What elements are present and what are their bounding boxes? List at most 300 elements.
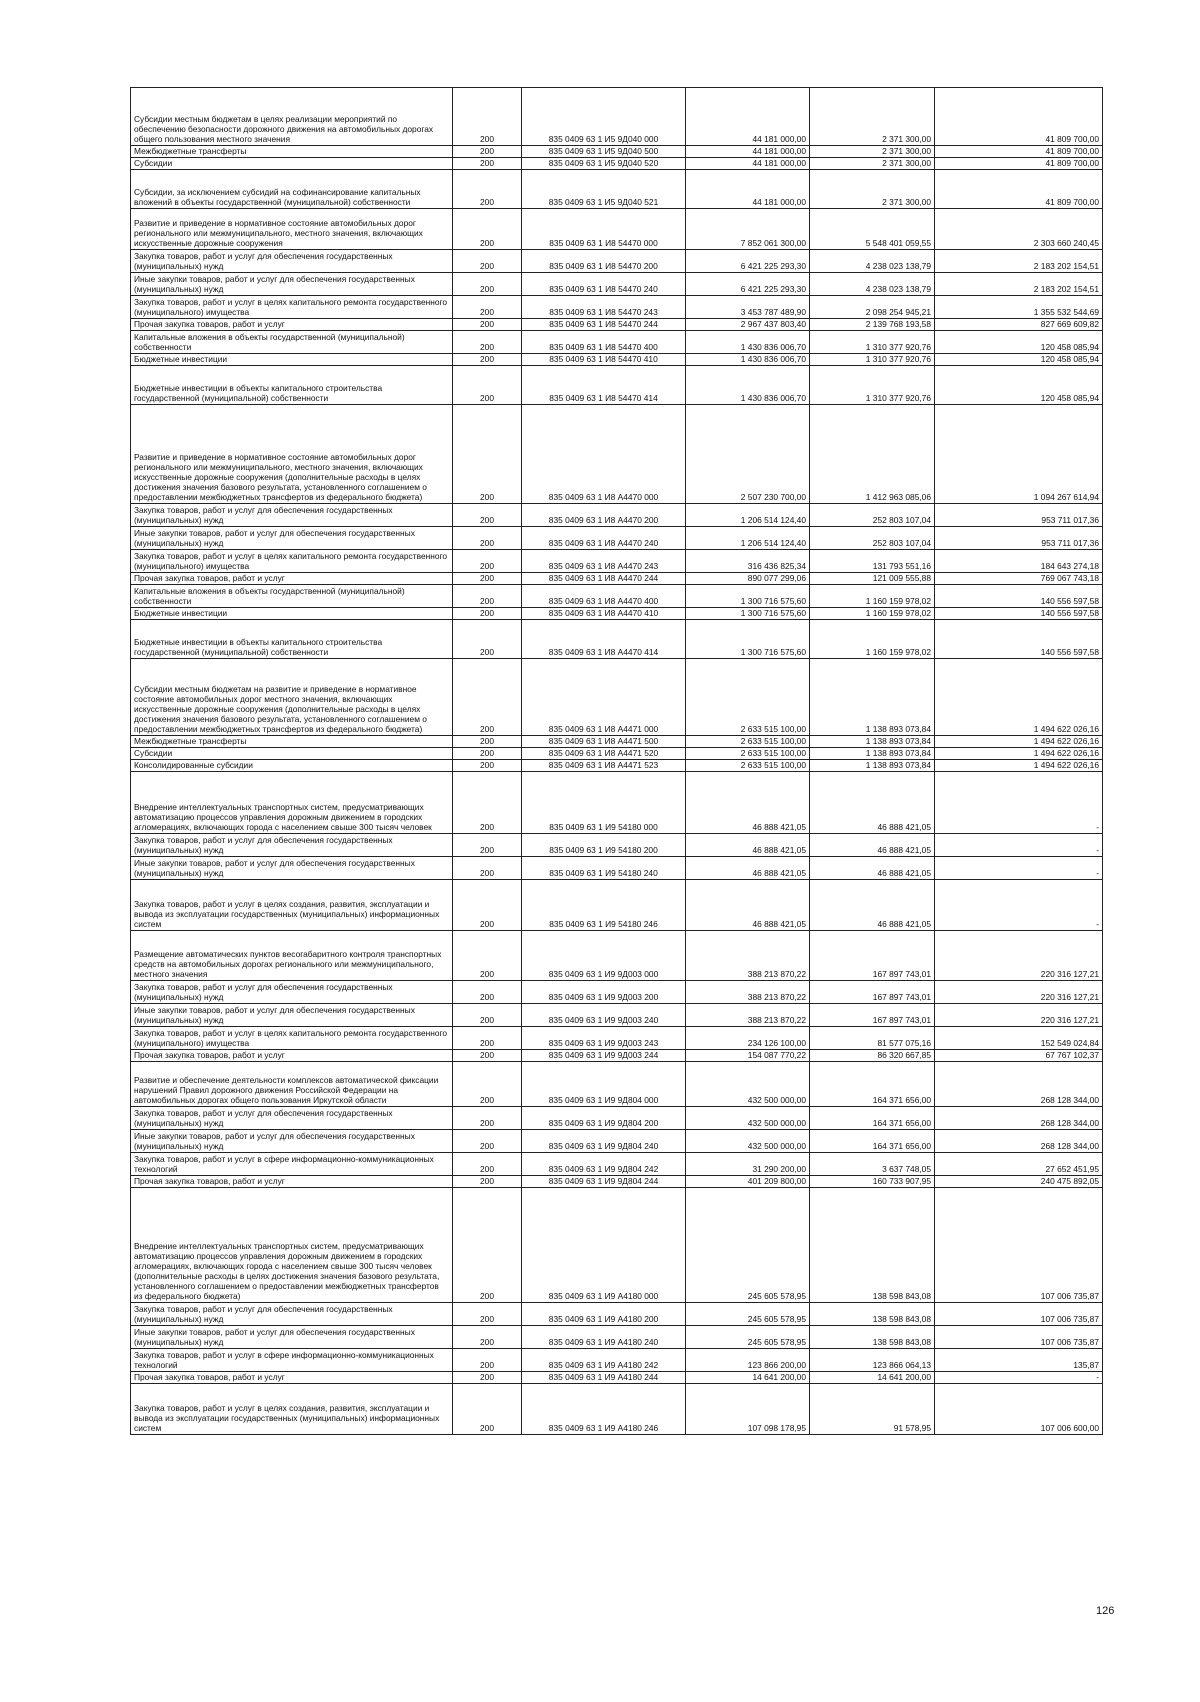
row-name-cell: Закупка товаров, работ и услуг в целях капитального ремонта государственного (муниципального) имущества: [131, 1027, 453, 1050]
approved-amount-cell: 890 077 299,06: [686, 573, 810, 585]
admin-code-cell: 200: [453, 331, 522, 354]
table-row: [131, 146, 1103, 158]
unexecuted-amount-cell: 220 316 127,21: [935, 1004, 1103, 1027]
approved-amount-cell: 44 181 000,00: [686, 88, 810, 146]
budget-classification-code-cell: 835 0409 63 1 И9 А4180 244: [522, 1372, 686, 1384]
row-name-cell: Прочая закупка товаров, работ и услуг: [131, 1050, 453, 1062]
budget-classification-code-cell: 835 0409 63 1 И8 А4470 240: [522, 527, 686, 550]
table-row: [131, 405, 1103, 504]
table-row: [131, 1188, 1103, 1303]
approved-amount-cell: 388 213 870,22: [686, 981, 810, 1004]
unexecuted-amount-cell: -: [935, 880, 1103, 931]
unexecuted-amount-cell: 268 128 344,00: [935, 1062, 1103, 1107]
unexecuted-amount-cell: 120 458 085,94: [935, 366, 1103, 405]
executed-amount-cell: 138 598 843,08: [810, 1303, 935, 1326]
unexecuted-amount-cell: 2 183 202 154,51: [935, 273, 1103, 296]
executed-amount-cell: 2 371 300,00: [810, 158, 935, 170]
budget-classification-code-cell: 835 0409 63 1 И8 54470 400: [522, 331, 686, 354]
executed-amount-cell: 3 637 748,05: [810, 1153, 935, 1176]
row-name-cell: Иные закупки товаров, работ и услуг для обеспечения государственных (муниципальных) нужд: [131, 1326, 453, 1349]
table-row: [131, 772, 1103, 834]
executed-amount-cell: 164 371 656,00: [810, 1107, 935, 1130]
row-name-cell: Закупка товаров, работ и услуг для обеспечения государственных (муниципальных) нужд: [131, 504, 453, 527]
executed-amount-cell: 4 238 023 138,79: [810, 250, 935, 273]
approved-amount-cell: 46 888 421,05: [686, 834, 810, 857]
budget-classification-code-cell: 835 0409 63 1 И8 А4471 000: [522, 659, 686, 736]
unexecuted-amount-cell: 152 549 024,84: [935, 1027, 1103, 1050]
budget-classification-code-cell: 835 0409 63 1 И5 9Д040 521: [522, 170, 686, 209]
approved-amount-cell: 1 206 514 124,40: [686, 527, 810, 550]
table-row: [131, 748, 1103, 760]
admin-code-cell: 200: [453, 736, 522, 748]
row-name-cell: Закупка товаров, работ и услуг в сфере информационно-коммуникационных технологий: [131, 1153, 453, 1176]
admin-code-cell: 200: [453, 1107, 522, 1130]
approved-amount-cell: 2 633 515 100,00: [686, 659, 810, 736]
row-name-cell: Прочая закупка товаров, работ и услуг: [131, 1372, 453, 1384]
unexecuted-amount-cell: 140 556 597,58: [935, 585, 1103, 608]
table-body: [131, 88, 1103, 1435]
row-name-cell: Закупка товаров, работ и услуг для обеспечения государственных (муниципальных) нужд: [131, 1303, 453, 1326]
unexecuted-amount-cell: 769 067 743,18: [935, 573, 1103, 585]
unexecuted-amount-cell: 120 458 085,94: [935, 354, 1103, 366]
executed-amount-cell: 123 866 064,13: [810, 1349, 935, 1372]
row-name-cell: Закупка товаров, работ и услуг в целях создания, развития, эксплуатации и вывода из эксплуатации государственных (муниципальных) информационных систем: [131, 880, 453, 931]
budget-classification-code-cell: 835 0409 63 1 И8 54470 410: [522, 354, 686, 366]
approved-amount-cell: 46 888 421,05: [686, 857, 810, 880]
row-name-cell: Капитальные вложения в объекты государственной (муниципальной) собственности: [131, 585, 453, 608]
unexecuted-amount-cell: 1 494 622 026,16: [935, 736, 1103, 748]
admin-code-cell: 200: [453, 659, 522, 736]
executed-amount-cell: 167 897 743,01: [810, 1004, 935, 1027]
approved-amount-cell: 44 181 000,00: [686, 158, 810, 170]
budget-classification-code-cell: 835 0409 63 1 И9 9Д003 244: [522, 1050, 686, 1062]
admin-code-cell: 200: [453, 170, 522, 209]
row-name-cell: Бюджетные инвестиции в объекты капитального строительства государственной (муниципальной) собственности: [131, 366, 453, 405]
budget-classification-code-cell: 835 0409 63 1 И8 54470 240: [522, 273, 686, 296]
row-name-cell: Закупка товаров, работ и услуг в целях создания, развития, эксплуатации и вывода из эксплуатации государственных (муниципальных) информационных систем: [131, 1384, 453, 1435]
approved-amount-cell: 234 126 100,00: [686, 1027, 810, 1050]
admin-code-cell: 200: [453, 585, 522, 608]
approved-amount-cell: 2 967 437 803,40: [686, 319, 810, 331]
unexecuted-amount-cell: 107 006 735,87: [935, 1303, 1103, 1326]
executed-amount-cell: 131 793 551,16: [810, 550, 935, 573]
table-row: [131, 1372, 1103, 1384]
unexecuted-amount-cell: 2 303 660 240,45: [935, 209, 1103, 250]
row-name-cell: Иные закупки товаров, работ и услуг для обеспечения государственных (муниципальных) нужд: [131, 857, 453, 880]
executed-amount-cell: 252 803 107,04: [810, 504, 935, 527]
row-name-cell: Прочая закупка товаров, работ и услуг: [131, 573, 453, 585]
table-row: [131, 834, 1103, 857]
budget-classification-code-cell: 835 0409 63 1 И8 54470 200: [522, 250, 686, 273]
admin-code-cell: 200: [453, 748, 522, 760]
approved-amount-cell: 2 633 515 100,00: [686, 748, 810, 760]
executed-amount-cell: 46 888 421,05: [810, 834, 935, 857]
budget-sheet: [130, 87, 1102, 1435]
executed-amount-cell: 1 160 159 978,02: [810, 608, 935, 620]
executed-amount-cell: 1 310 377 920,76: [810, 366, 935, 405]
executed-amount-cell: 121 009 555,88: [810, 573, 935, 585]
approved-amount-cell: 7 852 061 300,00: [686, 209, 810, 250]
table-row: [131, 573, 1103, 585]
unexecuted-amount-cell: 268 128 344,00: [935, 1107, 1103, 1130]
approved-amount-cell: 316 436 825,34: [686, 550, 810, 573]
admin-code-cell: 200: [453, 1349, 522, 1372]
executed-amount-cell: 4 238 023 138,79: [810, 273, 935, 296]
budget-classification-code-cell: 835 0409 63 1 И8 А4471 523: [522, 760, 686, 772]
admin-code-cell: 200: [453, 1372, 522, 1384]
admin-code-cell: 200: [453, 857, 522, 880]
budget-classification-code-cell: 835 0409 63 1 И5 9Д040 500: [522, 146, 686, 158]
budget-classification-code-cell: 835 0409 63 1 И8 А4470 000: [522, 405, 686, 504]
unexecuted-amount-cell: 184 643 274,18: [935, 550, 1103, 573]
approved-amount-cell: 388 213 870,22: [686, 931, 810, 981]
row-name-cell: Межбюджетные трансферты: [131, 736, 453, 748]
executed-amount-cell: 2 139 768 193,58: [810, 319, 935, 331]
approved-amount-cell: 1 300 716 575,60: [686, 620, 810, 659]
budget-classification-code-cell: 835 0409 63 1 И8 54470 244: [522, 319, 686, 331]
executed-amount-cell: 252 803 107,04: [810, 527, 935, 550]
row-name-cell: Субсидии: [131, 158, 453, 170]
budget-classification-code-cell: 835 0409 63 1 И9 9Д804 000: [522, 1062, 686, 1107]
row-name-cell: Развитие и приведение в нормативное состояние автомобильных дорог регионального или межмуниципального, местного значения, включающих искусственные дорожные сооружения (дополнительные расходы в целях достижения значения базового результата, установленного соглашением о предоставлении межбюджетных трансфертов из федерального бюджета): [131, 405, 453, 504]
unexecuted-amount-cell: 268 128 344,00: [935, 1130, 1103, 1153]
approved-amount-cell: 46 888 421,05: [686, 772, 810, 834]
unexecuted-amount-cell: 41 809 700,00: [935, 170, 1103, 209]
admin-code-cell: 200: [453, 1384, 522, 1435]
budget-classification-code-cell: 835 0409 63 1 И5 9Д040 000: [522, 88, 686, 146]
admin-code-cell: 200: [453, 573, 522, 585]
table-row: [131, 1303, 1103, 1326]
table-row: [131, 273, 1103, 296]
row-name-cell: Прочая закупка товаров, работ и услуг: [131, 1176, 453, 1188]
approved-amount-cell: 245 605 578,95: [686, 1303, 810, 1326]
approved-amount-cell: 123 866 200,00: [686, 1349, 810, 1372]
table-row: [131, 736, 1103, 748]
admin-code-cell: 200: [453, 405, 522, 504]
admin-code-cell: 200: [453, 366, 522, 405]
unexecuted-amount-cell: 120 458 085,94: [935, 331, 1103, 354]
row-name-cell: Иные закупки товаров, работ и услуг для обеспечения государственных (муниципальных) нужд: [131, 1004, 453, 1027]
row-name-cell: Размещение автоматических пунктов весогабаритного контроля транспортных средств на автомобильных дорогах регионального или межмуниципального, местного значения: [131, 931, 453, 981]
admin-code-cell: 200: [453, 1130, 522, 1153]
budget-classification-code-cell: 835 0409 63 1 И8 А4470 414: [522, 620, 686, 659]
budget-classification-code-cell: 835 0409 63 1 И8 54470 414: [522, 366, 686, 405]
table-row: [131, 620, 1103, 659]
executed-amount-cell: 1 310 377 920,76: [810, 354, 935, 366]
admin-code-cell: 200: [453, 158, 522, 170]
approved-amount-cell: 46 888 421,05: [686, 880, 810, 931]
approved-amount-cell: 2 633 515 100,00: [686, 736, 810, 748]
approved-amount-cell: 1 300 716 575,60: [686, 608, 810, 620]
executed-amount-cell: 2 098 254 945,21: [810, 296, 935, 319]
unexecuted-amount-cell: 953 711 017,36: [935, 527, 1103, 550]
budget-execution-table: [130, 87, 1103, 1435]
row-name-cell: Развитие и приведение в нормативное состояние автомобильных дорог регионального или межмуниципального, местного значения, включающих искусственные дорожные сооружения: [131, 209, 453, 250]
budget-classification-code-cell: 835 0409 63 1 И8 А4470 243: [522, 550, 686, 573]
admin-code-cell: 200: [453, 1188, 522, 1303]
approved-amount-cell: 432 500 000,00: [686, 1107, 810, 1130]
table-row: [131, 1326, 1103, 1349]
table-row: [131, 760, 1103, 772]
table-row: [131, 296, 1103, 319]
row-name-cell: Консолидированные субсидии: [131, 760, 453, 772]
unexecuted-amount-cell: 41 809 700,00: [935, 88, 1103, 146]
table-row: [131, 366, 1103, 405]
table-row: [131, 250, 1103, 273]
table-row: [131, 88, 1103, 146]
row-name-cell: Закупка товаров, работ и услуг для обеспечения государственных (муниципальных) нужд: [131, 981, 453, 1004]
budget-classification-code-cell: 835 0409 63 1 И8 54470 243: [522, 296, 686, 319]
table-row: [131, 1107, 1103, 1130]
row-name-cell: Бюджетные инвестиции: [131, 354, 453, 366]
budget-classification-code-cell: 835 0409 63 1 И9 54180 246: [522, 880, 686, 931]
unexecuted-amount-cell: 107 006 735,87: [935, 1326, 1103, 1349]
budget-classification-code-cell: 835 0409 63 1 И9 А4180 242: [522, 1349, 686, 1372]
approved-amount-cell: 245 605 578,95: [686, 1326, 810, 1349]
budget-classification-code-cell: 835 0409 63 1 И9 А4180 240: [522, 1326, 686, 1349]
executed-amount-cell: 164 371 656,00: [810, 1062, 935, 1107]
table-row: [131, 170, 1103, 209]
executed-amount-cell: 164 371 656,00: [810, 1130, 935, 1153]
unexecuted-amount-cell: 1 355 532 544,69: [935, 296, 1103, 319]
admin-code-cell: 200: [453, 354, 522, 366]
approved-amount-cell: 44 181 000,00: [686, 170, 810, 209]
row-name-cell: Закупка товаров, работ и услуг для обеспечения государственных (муниципальных) нужд: [131, 1107, 453, 1130]
approved-amount-cell: 432 500 000,00: [686, 1062, 810, 1107]
row-name-cell: Закупка товаров, работ и услуг в целях капитального ремонта государственного (муниципального) имущества: [131, 550, 453, 573]
budget-classification-code-cell: 835 0409 63 1 И8 54470 000: [522, 209, 686, 250]
budget-classification-code-cell: 835 0409 63 1 И9 9Д804 200: [522, 1107, 686, 1130]
unexecuted-amount-cell: 220 316 127,21: [935, 931, 1103, 981]
unexecuted-amount-cell: 107 006 600,00: [935, 1384, 1103, 1435]
approved-amount-cell: 3 453 787 489,90: [686, 296, 810, 319]
executed-amount-cell: 91 578,95: [810, 1384, 935, 1435]
executed-amount-cell: 167 897 743,01: [810, 931, 935, 981]
approved-amount-cell: 2 633 515 100,00: [686, 760, 810, 772]
budget-classification-code-cell: 835 0409 63 1 И8 А4470 244: [522, 573, 686, 585]
admin-code-cell: 200: [453, 1004, 522, 1027]
budget-classification-code-cell: 835 0409 63 1 И9 54180 240: [522, 857, 686, 880]
table-row: [131, 1062, 1103, 1107]
admin-code-cell: 200: [453, 1303, 522, 1326]
row-name-cell: Закупка товаров, работ и услуг для обеспечения государственных (муниципальных) нужд: [131, 834, 453, 857]
admin-code-cell: 200: [453, 1050, 522, 1062]
admin-code-cell: 200: [453, 608, 522, 620]
table-row: [131, 331, 1103, 354]
unexecuted-amount-cell: 1 494 622 026,16: [935, 760, 1103, 772]
row-name-cell: Субсидии местным бюджетам в целях реализации мероприятий по обеспечению безопасности дорожного движения на автомобильных дорогах общего пользования местного значения: [131, 88, 453, 146]
admin-code-cell: 200: [453, 250, 522, 273]
row-name-cell: Бюджетные инвестиции: [131, 608, 453, 620]
executed-amount-cell: 138 598 843,08: [810, 1188, 935, 1303]
budget-classification-code-cell: 835 0409 63 1 И8 А4470 410: [522, 608, 686, 620]
executed-amount-cell: 86 320 667,85: [810, 1050, 935, 1062]
approved-amount-cell: 1 430 836 006,70: [686, 354, 810, 366]
budget-classification-code-cell: 835 0409 63 1 И9 9Д003 200: [522, 981, 686, 1004]
unexecuted-amount-cell: 2 183 202 154,51: [935, 250, 1103, 273]
budget-classification-code-cell: 835 0409 63 1 И9 А4180 200: [522, 1303, 686, 1326]
row-name-cell: Закупка товаров, работ и услуг в целях капитального ремонта государственного (муниципального) имущества: [131, 296, 453, 319]
admin-code-cell: 200: [453, 527, 522, 550]
table-row: [131, 1176, 1103, 1188]
approved-amount-cell: 107 098 178,95: [686, 1384, 810, 1435]
unexecuted-amount-cell: 240 475 892,05: [935, 1176, 1103, 1188]
unexecuted-amount-cell: 107 006 735,87: [935, 1188, 1103, 1303]
table-row: [131, 504, 1103, 527]
table-row: [131, 527, 1103, 550]
approved-amount-cell: 6 421 225 293,30: [686, 250, 810, 273]
approved-amount-cell: 154 087 770,22: [686, 1050, 810, 1062]
executed-amount-cell: 46 888 421,05: [810, 857, 935, 880]
unexecuted-amount-cell: 1 494 622 026,16: [935, 659, 1103, 736]
budget-classification-code-cell: 835 0409 63 1 И9 9Д804 242: [522, 1153, 686, 1176]
budget-classification-code-cell: 835 0409 63 1 И9 А4180 000: [522, 1188, 686, 1303]
admin-code-cell: 200: [453, 772, 522, 834]
budget-classification-code-cell: 835 0409 63 1 И5 9Д040 520: [522, 158, 686, 170]
approved-amount-cell: 6 421 225 293,30: [686, 273, 810, 296]
executed-amount-cell: 1 138 893 073,84: [810, 736, 935, 748]
executed-amount-cell: 167 897 743,01: [810, 981, 935, 1004]
approved-amount-cell: 432 500 000,00: [686, 1130, 810, 1153]
approved-amount-cell: 1 430 836 006,70: [686, 331, 810, 354]
executed-amount-cell: 14 641 200,00: [810, 1372, 935, 1384]
table-row: [131, 1153, 1103, 1176]
admin-code-cell: 200: [453, 296, 522, 319]
approved-amount-cell: 14 641 200,00: [686, 1372, 810, 1384]
table-row: [131, 585, 1103, 608]
admin-code-cell: 200: [453, 146, 522, 158]
budget-classification-code-cell: 835 0409 63 1 И9 54180 200: [522, 834, 686, 857]
admin-code-cell: 200: [453, 550, 522, 573]
table-row: [131, 1004, 1103, 1027]
table-row: [131, 981, 1103, 1004]
table-row: [131, 880, 1103, 931]
executed-amount-cell: 1 310 377 920,76: [810, 331, 935, 354]
executed-amount-cell: 1 138 893 073,84: [810, 659, 935, 736]
admin-code-cell: 200: [453, 1326, 522, 1349]
executed-amount-cell: 160 733 907,95: [810, 1176, 935, 1188]
budget-classification-code-cell: 835 0409 63 1 И9 54180 000: [522, 772, 686, 834]
unexecuted-amount-cell: 140 556 597,58: [935, 608, 1103, 620]
table-row: [131, 857, 1103, 880]
unexecuted-amount-cell: 827 669 609,82: [935, 319, 1103, 331]
admin-code-cell: 200: [453, 1027, 522, 1050]
executed-amount-cell: 46 888 421,05: [810, 772, 935, 834]
table-row: [131, 319, 1103, 331]
approved-amount-cell: 31 290 200,00: [686, 1153, 810, 1176]
unexecuted-amount-cell: 41 809 700,00: [935, 158, 1103, 170]
unexecuted-amount-cell: 953 711 017,36: [935, 504, 1103, 527]
budget-classification-code-cell: 835 0409 63 1 И9 А4180 246: [522, 1384, 686, 1435]
executed-amount-cell: 5 548 401 059,55: [810, 209, 935, 250]
row-name-cell: Закупка товаров, работ и услуг в сфере информационно-коммуникационных технологий: [131, 1349, 453, 1372]
admin-code-cell: 200: [453, 319, 522, 331]
unexecuted-amount-cell: 140 556 597,58: [935, 620, 1103, 659]
admin-code-cell: 200: [453, 981, 522, 1004]
row-name-cell: Иные закупки товаров, работ и услуг для обеспечения государственных (муниципальных) нужд: [131, 1130, 453, 1153]
executed-amount-cell: 1 412 963 085,06: [810, 405, 935, 504]
row-name-cell: Развитие и обеспечение деятельности комплексов автоматической фиксации нарушений Правил дорожного движения Российской Федерации на автомобильных дорогах общего пользования Иркутской области: [131, 1062, 453, 1107]
budget-classification-code-cell: 835 0409 63 1 И9 9Д804 244: [522, 1176, 686, 1188]
approved-amount-cell: 2 507 230 700,00: [686, 405, 810, 504]
executed-amount-cell: 2 371 300,00: [810, 146, 935, 158]
admin-code-cell: 200: [453, 931, 522, 981]
admin-code-cell: 200: [453, 620, 522, 659]
row-name-cell: Закупка товаров, работ и услуг для обеспечения государственных (муниципальных) нужд: [131, 250, 453, 273]
unexecuted-amount-cell: 27 652 451,95: [935, 1153, 1103, 1176]
approved-amount-cell: 1 430 836 006,70: [686, 366, 810, 405]
table-row: [131, 659, 1103, 736]
approved-amount-cell: 1 206 514 124,40: [686, 504, 810, 527]
executed-amount-cell: 1 138 893 073,84: [810, 760, 935, 772]
budget-classification-code-cell: 835 0409 63 1 И9 9Д003 243: [522, 1027, 686, 1050]
admin-code-cell: 200: [453, 1062, 522, 1107]
row-name-cell: Внедрение интеллектуальных транспортных систем, предусматривающих автоматизацию процессов управления дорожным движением в городских агломерациях, включающих города с населением свыше 300 тысяч человек: [131, 772, 453, 834]
table-row: [131, 1384, 1103, 1435]
admin-code-cell: 200: [453, 760, 522, 772]
row-name-cell: Иные закупки товаров, работ и услуг для обеспечения государственных (муниципальных) нужд: [131, 273, 453, 296]
budget-classification-code-cell: 835 0409 63 1 И8 А4471 520: [522, 748, 686, 760]
executed-amount-cell: 2 371 300,00: [810, 88, 935, 146]
budget-classification-code-cell: 835 0409 63 1 И8 А4470 200: [522, 504, 686, 527]
admin-code-cell: 200: [453, 209, 522, 250]
unexecuted-amount-cell: 41 809 700,00: [935, 146, 1103, 158]
table-row: [131, 158, 1103, 170]
table-row: [131, 1050, 1103, 1062]
row-name-cell: Капитальные вложения в объекты государственной (муниципальной) собственности: [131, 331, 453, 354]
unexecuted-amount-cell: 220 316 127,21: [935, 981, 1103, 1004]
approved-amount-cell: 401 209 800,00: [686, 1176, 810, 1188]
budget-classification-code-cell: 835 0409 63 1 И8 А4471 500: [522, 736, 686, 748]
unexecuted-amount-cell: -: [935, 834, 1103, 857]
unexecuted-amount-cell: 135,87: [935, 1349, 1103, 1372]
row-name-cell: Иные закупки товаров, работ и услуг для обеспечения государственных (муниципальных) нужд: [131, 527, 453, 550]
table-row: [131, 608, 1103, 620]
approved-amount-cell: 245 605 578,95: [686, 1188, 810, 1303]
table-row: [131, 550, 1103, 573]
executed-amount-cell: 1 160 159 978,02: [810, 585, 935, 608]
table-row: [131, 1349, 1103, 1372]
table-row: [131, 1027, 1103, 1050]
approved-amount-cell: 388 213 870,22: [686, 1004, 810, 1027]
budget-classification-code-cell: 835 0409 63 1 И9 9Д804 240: [522, 1130, 686, 1153]
executed-amount-cell: 46 888 421,05: [810, 880, 935, 931]
row-name-cell: Субсидии: [131, 748, 453, 760]
budget-classification-code-cell: 835 0409 63 1 И9 9Д003 240: [522, 1004, 686, 1027]
table-row: [131, 1130, 1103, 1153]
executed-amount-cell: 2 371 300,00: [810, 170, 935, 209]
row-name-cell: Субсидии, за исключением субсидий на софинансирование капитальных вложений в объекты государственной (муниципальной) собственности: [131, 170, 453, 209]
table-row: [131, 209, 1103, 250]
unexecuted-amount-cell: -: [935, 772, 1103, 834]
unexecuted-amount-cell: 67 767 102,37: [935, 1050, 1103, 1062]
executed-amount-cell: 1 160 159 978,02: [810, 620, 935, 659]
row-name-cell: Межбюджетные трансферты: [131, 146, 453, 158]
budget-classification-code-cell: 835 0409 63 1 И9 9Д003 000: [522, 931, 686, 981]
budget-classification-code-cell: 835 0409 63 1 И8 А4470 400: [522, 585, 686, 608]
admin-code-cell: 200: [453, 88, 522, 146]
table-row: [131, 931, 1103, 981]
unexecuted-amount-cell: -: [935, 1372, 1103, 1384]
admin-code-cell: 200: [453, 880, 522, 931]
admin-code-cell: 200: [453, 504, 522, 527]
row-name-cell: Бюджетные инвестиции в объекты капитального строительства государственной (муниципальной) собственности: [131, 620, 453, 659]
unexecuted-amount-cell: -: [935, 857, 1103, 880]
executed-amount-cell: 81 577 075,16: [810, 1027, 935, 1050]
row-name-cell: Прочая закупка товаров, работ и услуг: [131, 319, 453, 331]
admin-code-cell: 200: [453, 1153, 522, 1176]
unexecuted-amount-cell: 1 494 622 026,16: [935, 748, 1103, 760]
